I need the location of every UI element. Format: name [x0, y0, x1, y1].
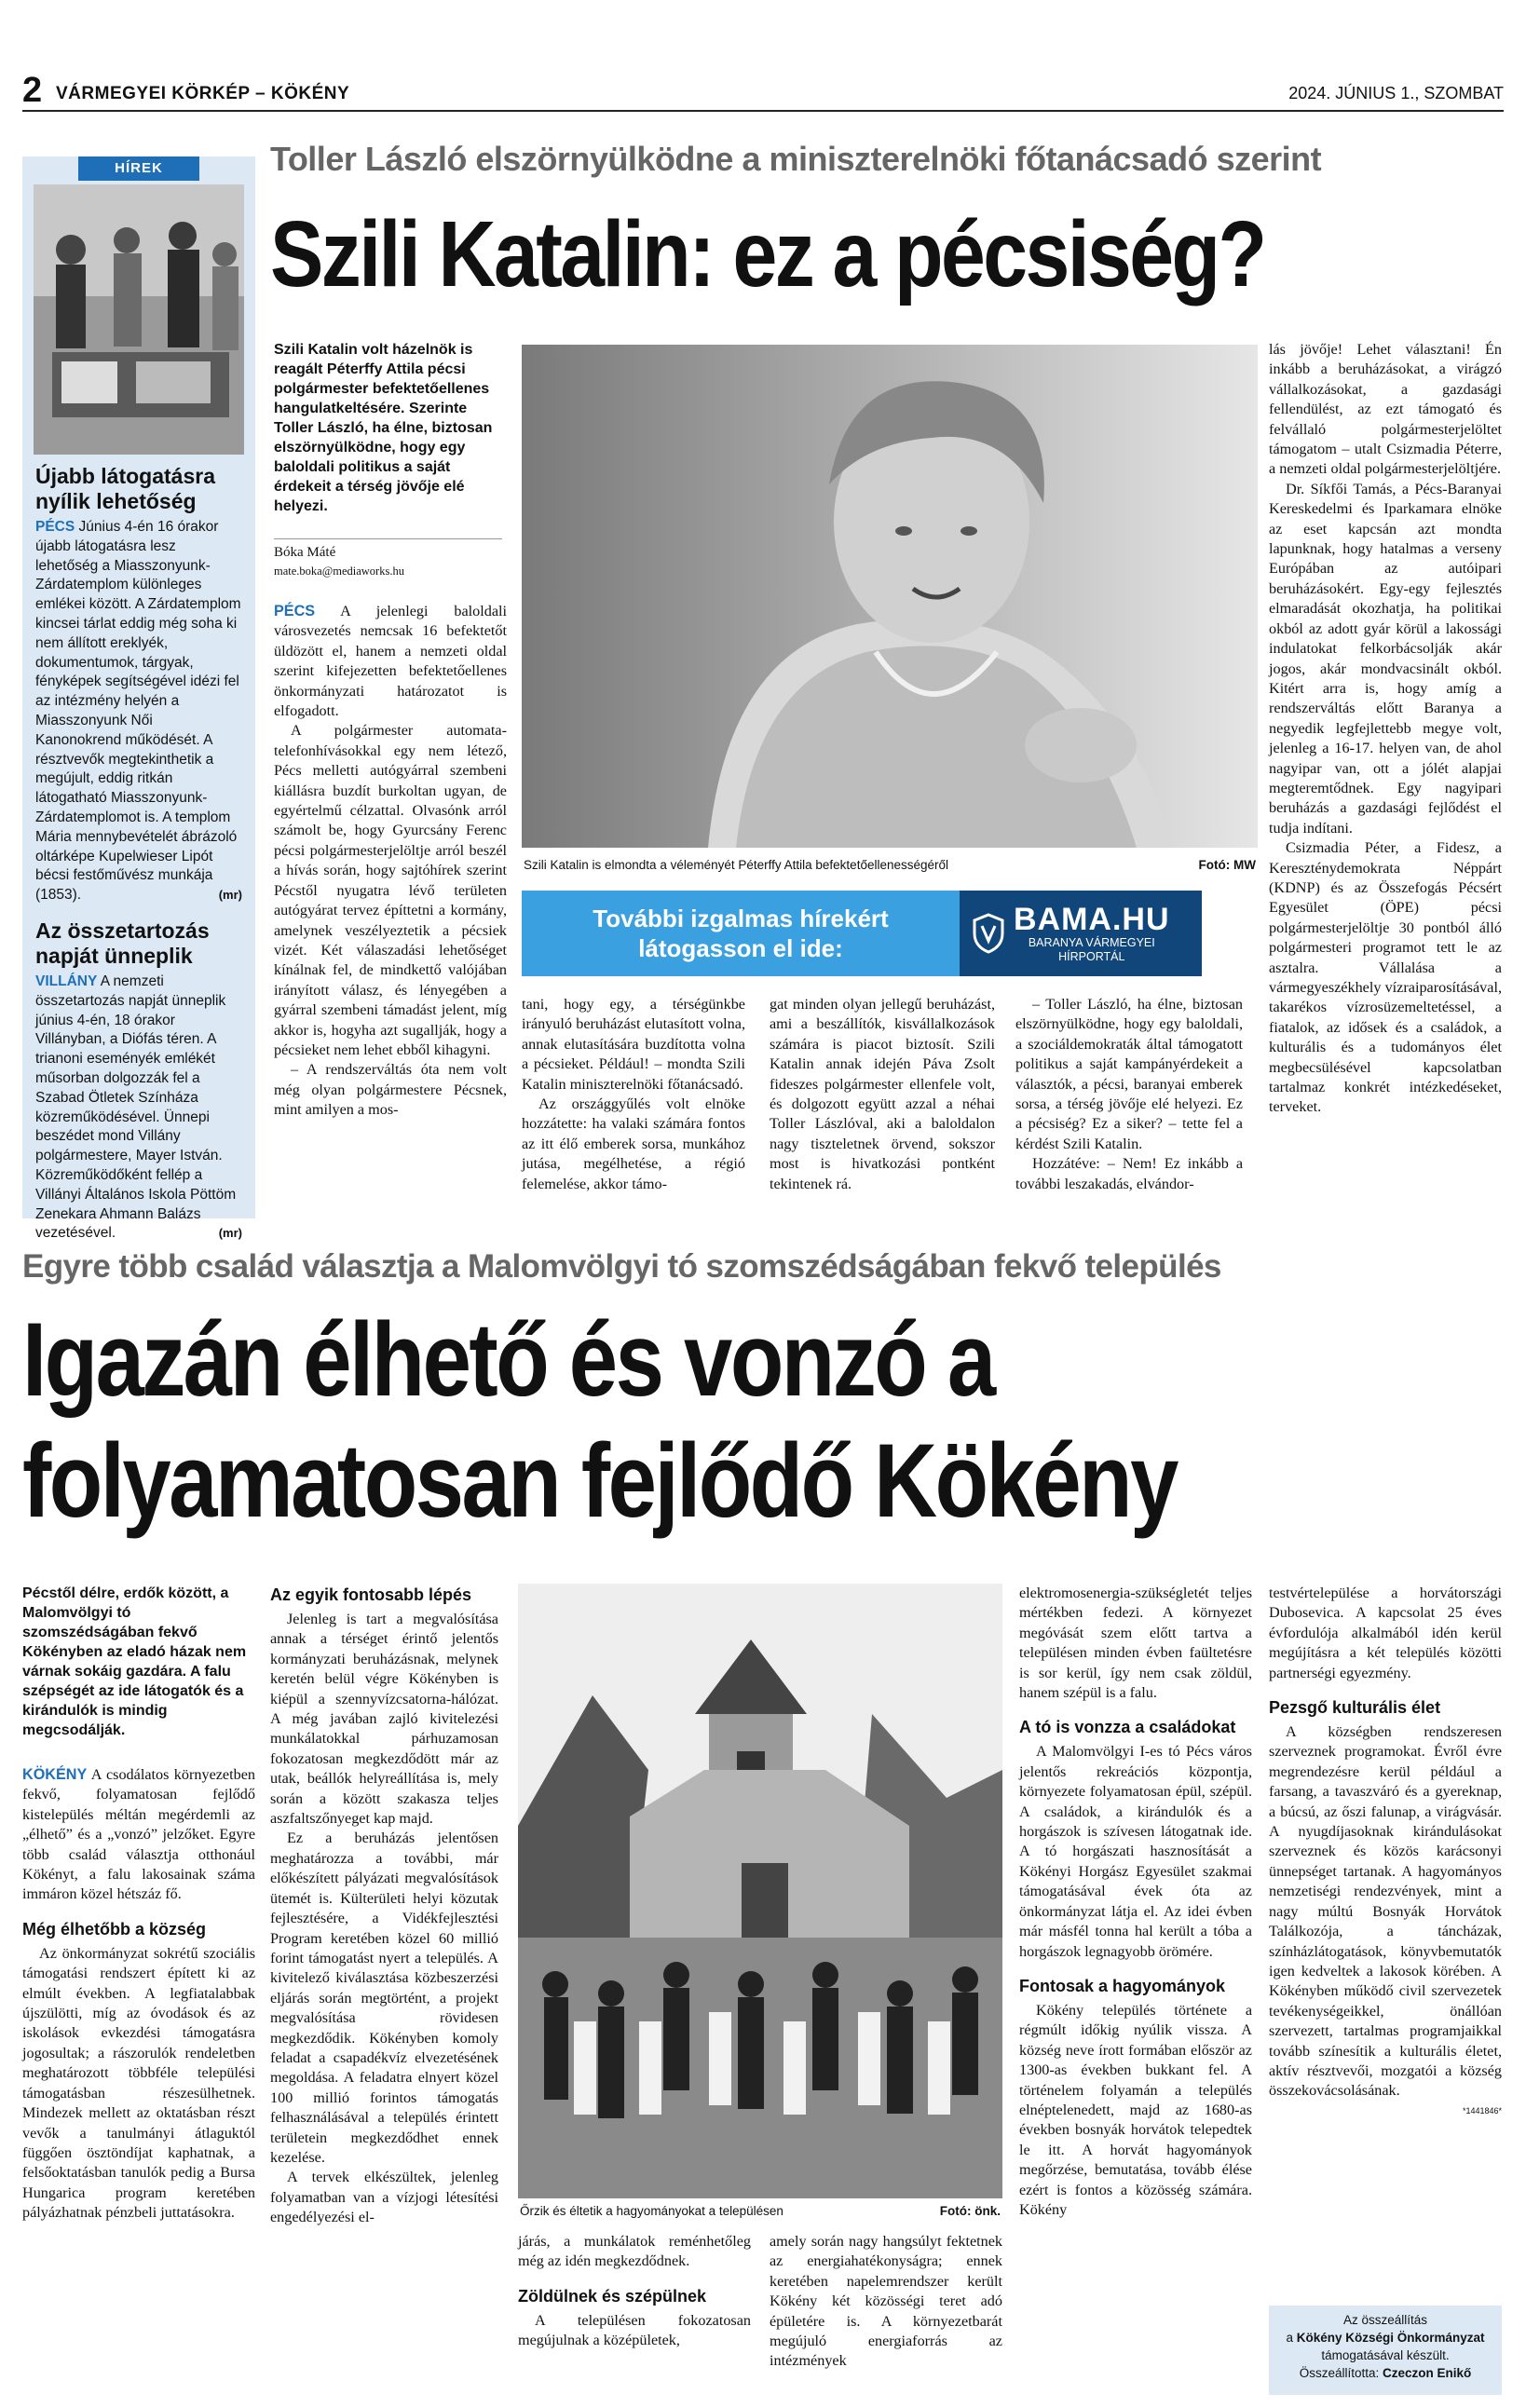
paragraph: Dr. Síkfői Tamás, a Pécs-Baranyai Kereskedelmi és Iparkamara elnöke az eset kapcsán azt mondta lapunknak, hogy hatalmas a verseny Európában az autóipari beruházásokért. Egy-egy fejlesztés elmaradását okozhatja, ha politikai okból az adott gyár körül a lakossági indulatokat felkorbácsolják akár jogos, akár mondvacsinált okból. Kitért arra is, hogy amíg a rendszerváltás előtt Baranya a negyedik legfejlettebb megye volt, jelenleg a 16-17. helyen van, de ahol nagyipar van, ott a jólét alapjai megteremtődnek. Egy nagyipari beruházás a gazdasági fejlődést el tudja indítani.	[1269, 480, 1502, 837]
village-festival-photo	[518, 1584, 1002, 2198]
paragraph: járás, a munkálatok reménhetőleg még az idén megkezdődnek.	[518, 2233, 751, 2270]
paragraph: tani, hogy egy, a térségünkbe irányuló beruházást elutasított volna, annak elutasítására buzdította volna a pécsieket. Például! – mondta Szili Katalin miniszterelnöki főtanácsadó.	[522, 996, 745, 1093]
article2-col4	[770, 2232, 1002, 2372]
sidebar-label: HÍREK	[78, 156, 199, 181]
credit-org: Kökény Községi Önkormányzat	[1296, 2331, 1485, 2345]
paragraph: – Toller László, ha élne, biztosan elszörnyülködne, hogy egy baloldali, a szociáldemokraták által támogatott politikus a saját kampányérdekeit a választók, a pécsi, baranyai emberek sorsa, a térség jövője elé helyezi. Ez a pécsiség? Ez a siker? – tette fel a kérdést Szili Katalin.	[1015, 996, 1243, 1152]
credit-box	[1269, 2306, 1502, 2395]
sidebar-item-place: VILLÁNY	[35, 973, 98, 989]
article2-col3	[518, 2232, 751, 2351]
subheading: Zöldülnek és szépülnek	[518, 2286, 707, 2306]
paragraph: A Malomvölgyi I-es tó Pécs város jelentős rekreációs központja, környezete folyamatosan épül, szépül. A családok, a kirándulók és a horgászok is szívesen látogatnak ide. A tó horgászati hasznosítását a Kökényi Horgász Egyesület szakmai támogatásával évek óta az önkormányzat látja el. Az idei évben már másfél tonna hal került a tóba a horgászok legnagyobb örömére.	[1019, 1743, 1252, 1960]
article1-photo-credit: Fotó: MW	[1198, 858, 1256, 872]
article1-caption-row	[524, 857, 1256, 874]
paragraph: A településen fokozatosan megújulnak a középületek,	[518, 2311, 751, 2349]
paragraph: A községben rendszeresen szerveznek programokat. Évről évre megrendezésre kerül például a farsang, a tavaszváró és a gyereknap, a búcsú, az őszi falunap, a virágvásár. A nyugdíjasoknak kirándulásokat szerveznek és közös karácsonyi ünnepséget tartanak. A hagyományos nemzetiségi rendezvények, mint a nagy múltú Bosnyák Horvátok Találkozója, a táncházak, színházlátogatások, könyvbemutatók igen kedveltek a lakosok körében. A Kökényben működő civil szervezetek tevékenységeikkel, önállóan szervezett, tartalmas programjaikkal tovább színesítik a kulturális életet, aktív résztvevői, mozgatói a község összekovácsolásának.	[1269, 1723, 1502, 2100]
paragraph: Kökény település története a régmúlt időkig nyúlik vissza. A község neve írott formában először az 1300-as években bukkant fel. A történelem folyamán a település elnéptelenedett, majd az 1680-as években bosnyák horvátok telepedtek le itt. A horvát hagyományok megőrzése, bemutatása, tovább élése ezért is fontos a közösség számára. Kökény	[1019, 2001, 1252, 2218]
article2-caption: Őrzik és éltetik a hagyományokat a településen	[520, 2204, 783, 2218]
article1-col2	[522, 995, 745, 1194]
banner-brand-sub1: BARANYA VÁRMEGYEI	[1028, 936, 1155, 949]
sidebar-item-body	[35, 973, 242, 1244]
paragraph: Az országgyűlés volt elnöke hozzátette: ha valaki számára fontos az itt élő emberek sorsa, munkához jutása, megélhetése, a régió felemelése, akkor támo-	[522, 1095, 745, 1192]
bama-banner[interactable]	[522, 891, 1202, 976]
article2-photo-credit: Fotó: önk.	[939, 2204, 1001, 2218]
subheading: Pezsgő kulturális élet	[1269, 1698, 1441, 1718]
article1-photo	[522, 345, 1258, 848]
paragraph: – A rendszerváltás óta nem volt még olyan polgármestere Pécsnek, mint amilyen a mos-	[274, 1061, 507, 1119]
subheading: A tó is vonzza a családokat	[1019, 1718, 1236, 1737]
subheading: Fontosak a hagyományok	[1019, 1976, 1226, 1995]
sidebar-item-text: Június 4-én 16 órakor újabb látogatásra lesz lehetőség a Miasszonyunk-Zárdatemplom különleges emlékei között. A Zárdatemplom kincsei tárlat eddig még soha ki nem állított ereklyék, dokumentumok, tárgyak, fényképek segítségével idézi fel az intézmény helyén a Miasszonyunk Női Kanonokrend működését. A résztvevők megtekinthetik a megújult, eddig ritkán látogatható Miasszonyunk-Zárdatemplomot is. A templom Mária mennybevételét ábrázoló oltárképe Kupelwieser Lipót bécsi festőművész munkája (1853).	[35, 519, 241, 904]
banner-text-line2: látogasson el ide:	[638, 934, 843, 962]
sidebar-item-title: Az összetartozás napját ünneplik	[35, 918, 210, 968]
article1-col4	[1015, 995, 1243, 1194]
article2-headline-line2: folyamatosan fejlődő Kökény	[22, 1422, 1177, 1539]
article2-col5	[1019, 1584, 1252, 2220]
page-header	[22, 71, 1504, 112]
credit-line2	[1269, 2329, 1502, 2347]
article2-col1	[22, 1765, 255, 2224]
subheading: Az egyik fontosabb lépés	[270, 1585, 472, 1604]
credit-line3: támogatásával készült.	[1321, 2348, 1450, 2362]
article1-col3	[770, 995, 995, 1194]
banner-text-line1: További izgalmas hírekért	[593, 905, 889, 932]
page-number: 2	[22, 71, 43, 110]
paragraph: A polgármester automata-telefonhívásokkal egy nem létező, Pécs melletti autógyárral szembeni kiállásra buzdít burkoltan ugyan, de egyértelmű célzattal. Olvasónk arról számolt be, hogy Gyurcsány Ferenc pécsi polgármesterjelöltje arról beszél a hívás során, hogy sajtóhírek szerint Pécstől nyugatra lévő területen autógyárat tervez építtetni a kormány, amelynek veszélyeztetik a pécsiek vizét. Két válaszadási lehetőséget kínálnak fel, de mindkettő valójában irányított válasz, és lényegében a gyárral szembeni támadást jelent, míg akkor is, hogyha azt sugallják, hogy a pécsieket nem lehet ebből kihagyni.	[274, 722, 507, 1058]
article2-caption-row	[520, 2203, 1001, 2220]
sidebar-item-title: Újabb látogatásra nyílik lehetőség	[35, 464, 215, 513]
article1-lead: Szili Katalin volt házelnök is reagált Péterffy Attila pécsi polgármester befektetőellenes hangulatkeltésére. Szerinte Toller László, ha élne, biztosan elszörnyülködne, hogy egy baloldali politikus a saját érdekeit a térség jövője elé helyezi.	[274, 342, 493, 514]
article2-headline-line1: Igazán élhető és vonzó a	[22, 1301, 994, 1418]
section-title: VÁRMEGYEI KÖRKÉP – KÖKÉNY	[56, 84, 350, 103]
shield-logo-icon	[973, 913, 1004, 954]
sidebar-item-text: A nemzeti összetartozás napját ünneplik június 4-én, 18 órakor Villányban, a Diófás téren. A trianoni eseményék emlékét műsorban dolgozzák fel a Szabad Ötletek Színháza közreműködésével. Ünnepi beszédet mond Villány polgármestere, Mayer István. Közreműködőként fellép a Villányi Általános Iskola Pöttöm Zenekara Ahmann Balázs vezetésével.	[35, 973, 237, 1242]
article2-col2	[270, 1584, 498, 2228]
banner-left	[522, 891, 960, 976]
paragraph: Az önkormányzat sokrétű szociális támogatási rendszert épített ki az elmúlt években. A legfiatalabbak újszülötti, míg az óvodások és az iskolások evkezdési támogatásra jogosultak; a rászorulók rendeletben meghatározott többféle települési támogatásban részesülhetnek. Mindezek mellett az oktatásban részt vevők a tanulmányi átlaguktól függően ösztöndíjat kaphatnak, a felsőoktatásban tanulók pedig a Bursa Hungarica program keretében pályázhatnak pénzbeli juttatásokra.	[22, 1944, 255, 2222]
article1-author: Bóka Máté	[274, 545, 336, 560]
article1-caption: Szili Katalin is elmondta a véleményét Péterffy Attila befektetőellenességéről	[524, 858, 949, 872]
banner-brand: BAMA.HU	[1014, 902, 1170, 937]
article1-col1	[274, 602, 507, 1121]
paragraph: A tervek elkészültek, jelenleg folyamatban van a vízjogi létesítési engedélyezési el-	[270, 2169, 498, 2226]
article2-lead: Pécstől délre, erdők között, a Malomvölgyi tó szomszédságában fekvő Kökényben az eladó házak nem várnak sokáig gazdára. A falu szépségét az ide látogatók és a kirándulók is mindig megcsodálják.	[22, 1585, 247, 1738]
article2-kicker: Egyre több család választja a Malomvölgyi tó szomszédságában fekvő település	[22, 1248, 1221, 1285]
sidebar-item-signature: (mr)	[218, 888, 242, 903]
article1-col5	[1269, 340, 1502, 1118]
paragraph: testvértelepülése a horvátországi Dubosevica. A kapcsolat 25 éves évfordulója alkalmából idén kerül megújításra a két település közötti partnerségi egyezmény.	[1269, 1585, 1502, 1681]
sidebar-photo	[34, 184, 244, 455]
sidebar-item-signature: (mr)	[218, 1226, 242, 1241]
banner-brand-sub2: HÍRPORTÁL	[1058, 950, 1125, 963]
article1-kicker: Toller László elszörnyülködne a miniszterelnöki főtanácsadó szerint	[270, 140, 1322, 178]
paragraph: elektromosenergia-szükségletét teljes mértékben fedezi. A környezet megóvását szem előtt tartva a településen minden évben faültetésre is sor kerül, így nem csak zöldül, hanem szépül is a falu.	[1019, 1585, 1252, 1702]
banner-right	[960, 891, 1202, 976]
subheading: Még élhetőbb a község	[22, 1919, 207, 1939]
paragraph: Hozzátéve: – Nem! Ez inkább a további leszakadás, elvándor-	[1015, 1155, 1243, 1192]
article1-headline: Szili Katalin: ez a pécsiség?	[270, 202, 1265, 306]
credit-line4	[1269, 2364, 1502, 2382]
credit-prefix: a	[1286, 2331, 1297, 2345]
paragraph: amely során nagy hangsúlyt fektetnek az energiahatékonyságra; ennek keretében napelemrendszer került Kökény két közösségi teret adó épületére is. A környezetbarát megújuló energiaforrás az intézmények	[770, 2233, 1002, 2370]
paragraph: A jelenlegi baloldali városvezetés nemcsak 16 befektetőt üldözött el, hanem a nemzeti oldal szerint kifejezetten befektetőellenes önkormányzati határozatot is elfogadott.	[274, 603, 507, 720]
sidebar-item-body	[35, 518, 242, 905]
ad-code: *1441846*	[1462, 2105, 1502, 2116]
issue-date: 2024. JÚNIUS 1., SZOMBAT	[1288, 84, 1504, 102]
paragraph: Jelenleg is tart a megvalósítása annak a térséget érintő jelentős kormányzati beruházásnak, melynek keretén belül végre Kökényben is kiépül a szennyvízcsatorna-hálózat. A még javában zajló kivitelezési munkálatokkal párhuzamosan fokozatosan megkezdődött már az utak, beállók helyreállítása is, mely során a között szakasza teljes aszfaltszőnyeget kap majd.	[270, 1611, 498, 1828]
news-sidebar	[22, 156, 255, 1242]
paragraph: gat minden olyan jellegű beruházást, ami a beszállítók, kisvállalkozások számára is piacot biztosít. Szili Katalin annak idején Páva Zsolt fideszes polgármester ellenfele volt, és dolgozott együtt azzal a néhai Toller Lászlóval, aki a baloldalon nagy tiszteletnek örvend, sokszor most is hivatkozási pontként tekintenek rá.	[770, 996, 995, 1192]
credit-prefix: Összeállította:	[1299, 2366, 1383, 2380]
article1-email: mate.boka@mediaworks.hu	[274, 565, 404, 578]
article1-place: PÉCS	[274, 603, 316, 619]
article2-place: KÖKÉNY	[22, 1766, 88, 1783]
sidebar-item-place: PÉCS	[35, 519, 75, 535]
credit-line1: Az összeállítás	[1342, 2313, 1428, 2327]
paragraph: lás jövője! Lehet választani! Én inkább a beruházásokat, a virágzó vállalkozásokat, a gazdasági fellendülést, az ezt támogató és felvállaló polgármesterjelöltet támogatom – utalt Csizmadia Péterre, a nemzeti oldal polgármesterjelöltjére.	[1269, 341, 1502, 478]
portrait-photo	[522, 345, 1258, 848]
article2-photo	[518, 1584, 1002, 2198]
paragraph: A csodálatos környezetben fekvő, folyamatosan fejlődő kistelepülés méltán megérdemli az „élhető” és a „vonzó” jelzőket. Egyre több család választja otthonául Kökényt, a falu lakosainak száma immáron közel hétszáz fő.	[22, 1766, 255, 1903]
paragraph: Csizmadia Péter, a Fidesz, a Kereszténydemokrata Néppárt (KDNP) és az Összefogás Pécsért Egyesület (ÖPE) pécsi polgármesterjelöltje 30 pontból álló polgármesteri programot tett le az asztalra. Vállalása a vármegyeszékhely vízraiparosításával, takarékos vízrosüzemeltetéssel, a fiatalok, az idősek és a családok, a kulturális és a tudományos élet megbecsülésével kapcsolatban tartalmaz konkrét intézkedéseket, terveket.	[1269, 839, 1502, 1116]
paragraph: Ez a beruházás jelentősen meghatározza a további, már előkészített pályázati megvalósítások ütemét is. Külterületi helyi közutak fejlesztésére, a Vidékfejlesztési Program keretében közel 60 millió forint támogatást nyert a település. A kivitelező kiválasztása közbeszerzési eljárás során megtörtént, a projekt megvalósítása rövidesen megkezdődik. Kökényben komoly feladat a csapadékvíz elvezetésének megoldása. A feladatra elnyert közel 100 millió forintos támogatás felhasználásával a település érintett területein megkezdődhet ennek kezelése.	[270, 1830, 498, 2166]
credit-author: Czeczon Enikő	[1383, 2366, 1472, 2380]
exhibition-photo	[34, 184, 244, 455]
article2-col6	[1269, 1584, 1502, 2116]
